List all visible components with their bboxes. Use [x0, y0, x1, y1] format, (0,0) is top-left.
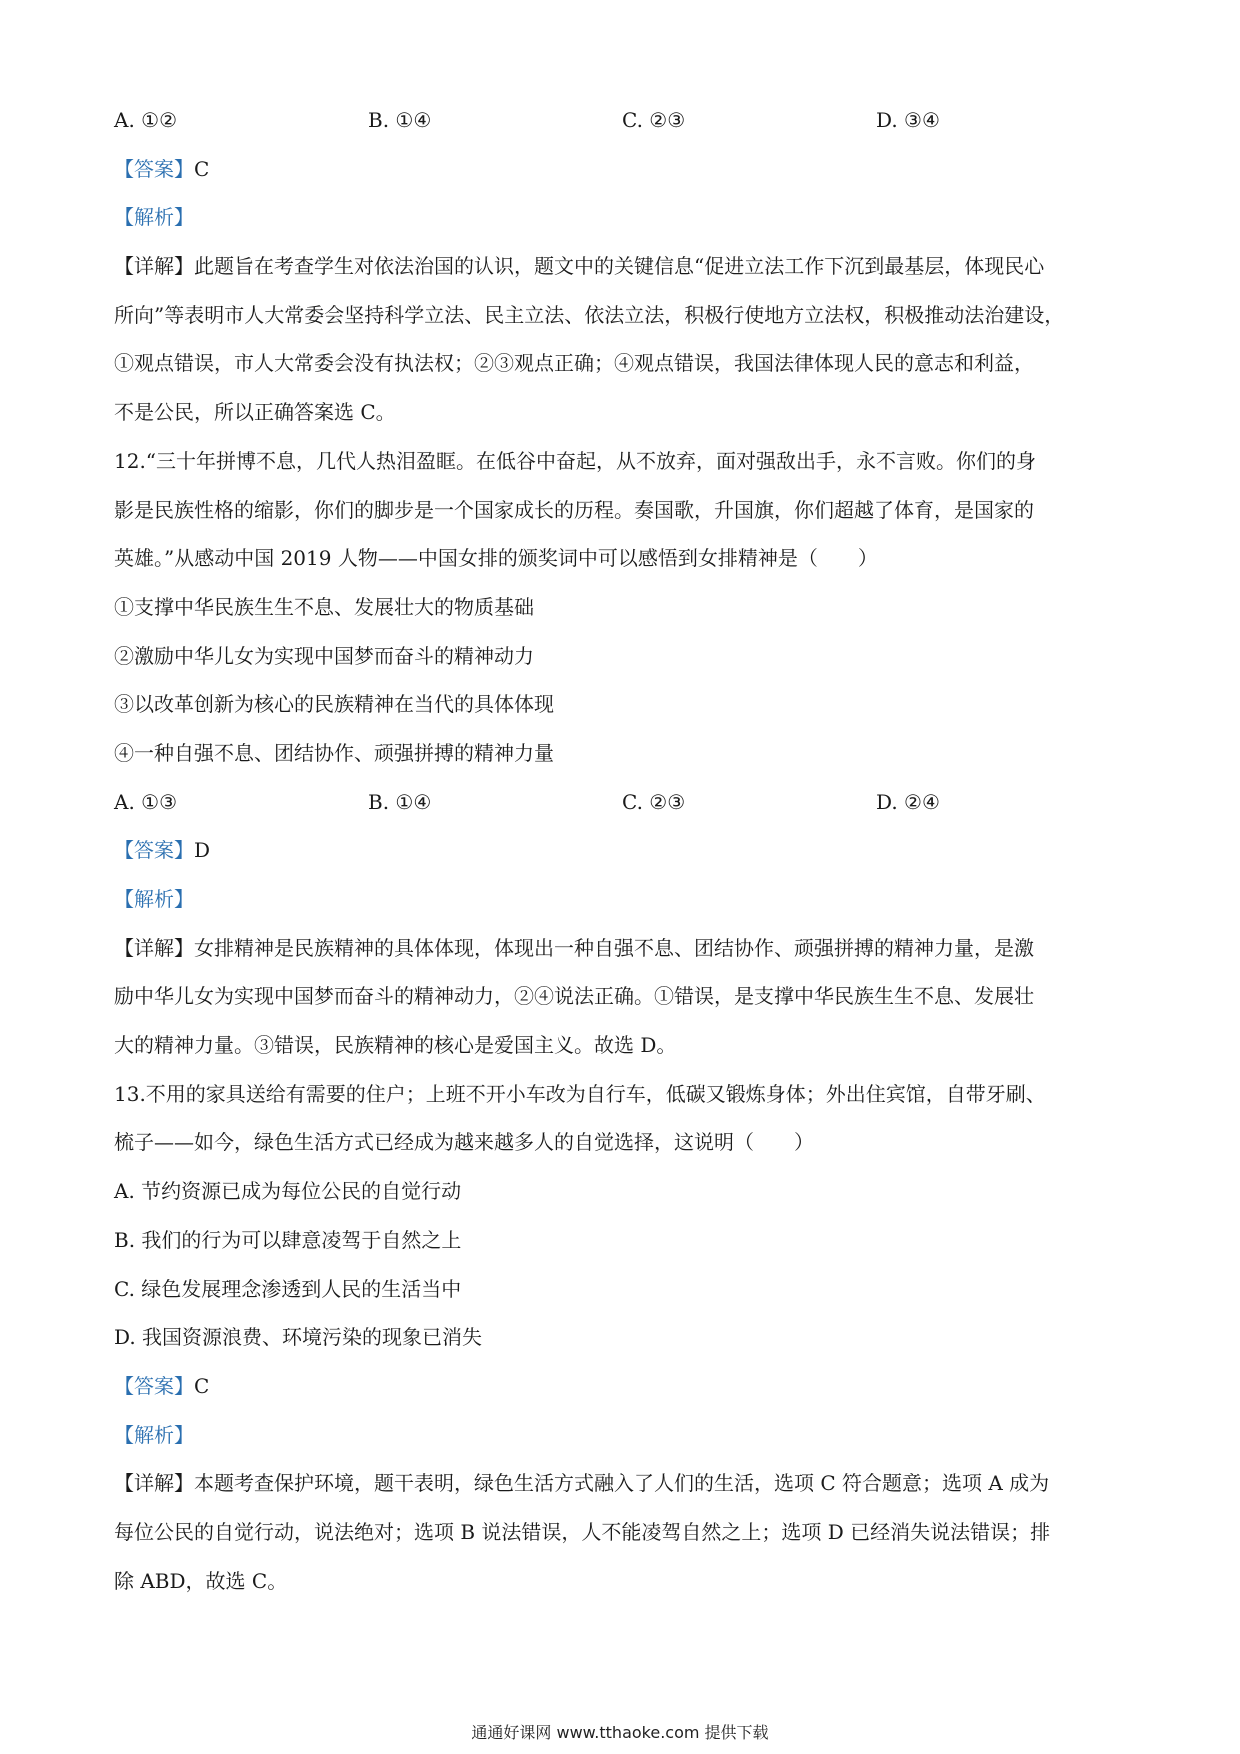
q11-analysis [114, 193, 1134, 242]
q11-answer [114, 145, 1134, 194]
q12-stem-line: 12.“三十年拼博不息，几代人热泪盈眶。在低谷中奋起，从不放弃，面对强敌出手，永不言败。你们的身 [114, 448, 1037, 473]
detail-tag: 【详解】 [114, 1471, 194, 1496]
q13-stem-line: 梳子——如今，绿色生活方式已经成为越来越多人的自觉选择，这说明（ ） [114, 1130, 814, 1155]
q11-option-d: D. ③④ [876, 108, 940, 132]
document-page [114, 96, 1134, 1605]
q13-option-b: B. 我们的行为可以肆意凌驾于自然之上 [114, 1227, 462, 1252]
analysis-tag: 【解析】 [114, 887, 194, 911]
answer-tag: 【答案】 [114, 156, 194, 181]
q12-option-c: C. ②③ [622, 789, 686, 814]
q12-options [114, 778, 1134, 827]
q13-answer [114, 1362, 1134, 1411]
q11-option-a: A. ①② [114, 108, 178, 132]
q12-answer [114, 826, 1134, 875]
q11-option-c: C. ②③ [622, 108, 686, 132]
q11-detail-line: ①观点错误，市人大常委会没有执法权；②③观点正确；④观点错误，我国法律体现人民的意志和利益， [114, 351, 1034, 376]
q12-detail-line [114, 924, 1134, 973]
q13-stem-line: 13.不用的家具送给有需要的住户；上班不开小车改为自行车，低碳又锻炼身体；外出住宾馆，自带牙刷、 [114, 1081, 1046, 1106]
q13-detail-line: 每位公民的自觉行动，说法绝对；选项 B 说法错误，人不能凌驾自然之上；选项 D 已经消失说法错误；排 [114, 1519, 1051, 1544]
q12-statement: ④一种自强不息、团结协作、顽强拼搏的精神力量 [114, 740, 554, 765]
q11-options [114, 96, 1134, 145]
q11-detail-line [114, 242, 1134, 291]
q12-detail-line: 大的精神力量。③错误，民族精神的核心是爱国主义。故选 D。 [114, 1033, 677, 1058]
q11-option-b: B. ①④ [368, 108, 432, 132]
q13-detail-line [114, 1459, 1134, 1508]
detail-tag: 【详解】 [114, 254, 194, 279]
q11-detail-line: 不是公民，所以正确答案选 C。 [114, 400, 396, 425]
q12-option-b: B. ①④ [368, 789, 432, 814]
answer-value: D [194, 838, 211, 863]
answer-value: C [194, 156, 210, 181]
q11-detail-line: 所向”等表明市人大常委会坚持科学立法、民主立法、依法立法，积极行使地方立法权，积极推动法治建设， [114, 302, 1065, 327]
q13-detail-line: 除 ABD，故选 C。 [114, 1568, 288, 1593]
answer-value: C [194, 1373, 210, 1398]
answer-tag: 【答案】 [114, 838, 194, 863]
detail-text: 本题考查保护环境，题干表明，绿色生活方式融入了人们的生活，选项 C 符合题意；选项 A 成为 [194, 1471, 1050, 1496]
answer-tag: 【答案】 [114, 1373, 194, 1398]
q12-detail-line: 励中华儿女为实现中国梦而奋斗的精神动力，②④说法正确。①错误，是支撑中华民族生生不息、发展壮 [114, 984, 1034, 1009]
q13-option-a: A. 节约资源已成为每位公民的自觉行动 [114, 1179, 462, 1204]
detail-text: 女排精神是民族精神的具体体现，体现出一种自强不息、团结协作、顽强拼搏的精神力量，是激 [194, 935, 1034, 960]
q13-option-d: D. 我国资源浪费、环境污染的现象已消失 [114, 1325, 483, 1350]
q13-analysis [114, 1411, 1134, 1460]
q12-stem-line: 英雄。”从感动中国 2019 人物——中国女排的颁奖词中可以感悟到女排精神是（ ） [114, 546, 878, 571]
detail-tag: 【详解】 [114, 935, 194, 960]
analysis-tag: 【解析】 [114, 205, 194, 230]
detail-text: 此题旨在考查学生对依法治国的认识，题文中的关键信息“促进立法工作下沉到最基层，体现民心 [194, 254, 1045, 279]
q12-option-d: D. ②④ [876, 789, 940, 814]
analysis-tag: 【解析】 [114, 1422, 194, 1447]
q12-option-a: A. ①③ [114, 789, 178, 814]
q12-statement: ③以改革创新为核心的民族精神在当代的具体体现 [114, 692, 554, 717]
q12-statement: ①支撑中华民族生生不息、发展壮大的物质基础 [114, 594, 534, 619]
page-footer: 通通好课网 www.tthaoke.com 提供下载 [471, 1723, 769, 1742]
q12-analysis [114, 875, 1134, 924]
q12-stem-line: 影是民族性格的缩影，你们的脚步是一个国家成长的历程。奏国歌，升国旗，你们超越了体育，是国家的 [114, 497, 1034, 522]
q13-option-c: C. 绿色发展理念渗透到人民的生活当中 [114, 1276, 462, 1301]
q12-statement: ②激励中华儿女为实现中国梦而奋斗的精神动力 [114, 643, 534, 668]
